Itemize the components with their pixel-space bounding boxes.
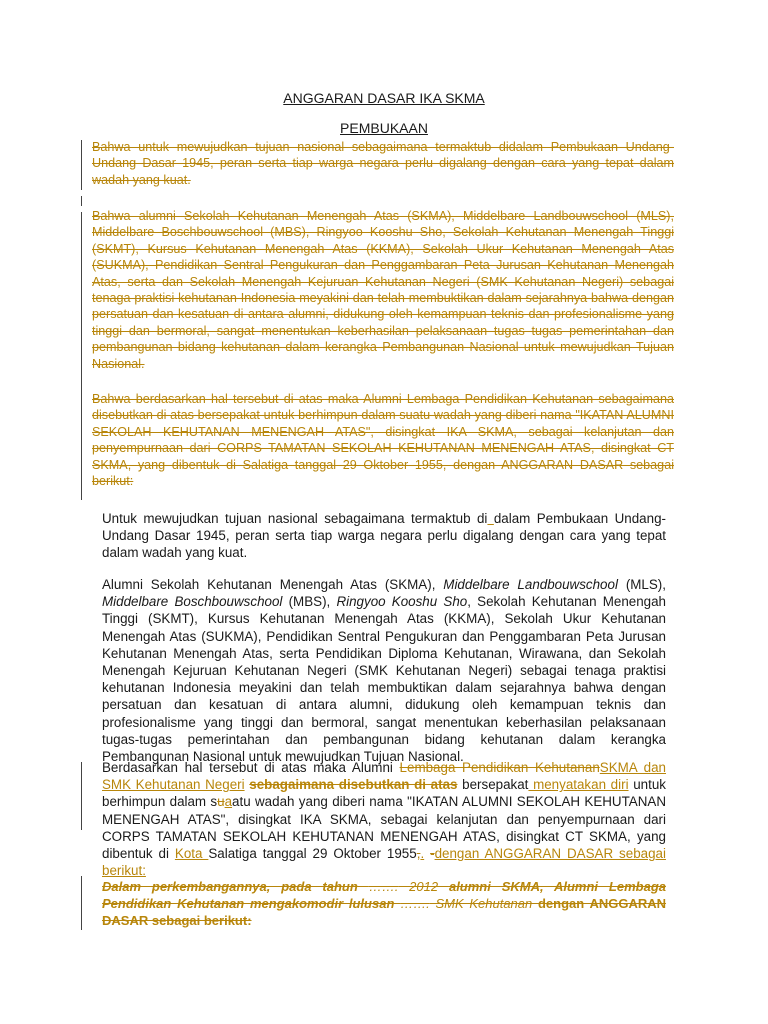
inserted-text: SKMA dan SMK Kehutanan Negeri xyxy=(102,760,667,793)
text-run: , Sekolah Kehutanan Menengah Tinggi (SKMT), Kursus Kehutanan Menengah Atas (KKMA), Sekolah Ukur Kehutanan Menengah Atas (SUKMA), Pendidikan Sentral Pengukuran dan Penggambaran Peta Jurusan Kehutanan Menengah Atas, serta Pendidikan Diploma Kehutanan, Wirawana, dan Sekolah Menengah Kejuruan Kehutanan Negeri (SMK Kehutanan Negeri) sebagai tenaga praktisi kehutanan Indonesia meyakini dan telah membuktikan dalam sejarahnya bahwa dengan persatuan dan kesatuan di antara alumni, didukung oleh kemampuan teknis dan profesionalisme yang tinggi dan bermoral, sangat menentukan keberhasilan pelaksanaan tugas-tugas pemerintahan dan pembangunan bidang kehutanan dalam kerangka Pembangunan Nasional untuk mewujudkan Tujuan Nasional. xyxy=(102,594,667,765)
deleted-text: sebagaimana disebutkan di atas xyxy=(249,777,458,793)
text-run: Berdasarkan hal tersebut di atas maka Alumni xyxy=(102,760,400,775)
deleted-paragraph-2: Bahwa alumni Sekolah Kehutanan Menengah Atas (SKMA), Middelbare Landbouwschool (MLS), Middelbare Boschbouwschool (MBS), Ringyoo Kooshu Sho, Sekolah Kehutanan Menengah Tinggi (SKMT), Kursus Kehutanan Menengah Atas (KKMA), Sekolah Ukur Kehutanan Menengah Atas (SUKMA), Pendidikan Sentral Pengukuran dan Penggambaran Peta Jurusan Kehutanan Menengah Atas, serta dan Sekolah Menengah Kejuruan Kehutanan Negeri (SMK Kehutanan Negeri) sebagai tenaga praktisi kehutanan Indonesia meyakini dan telah membuktikan dalam sejarahnya bahwa dengan persatuan dan kesatuan di antara alumni, didukung oleh kemampuan teknis dan profesionalisme yang tinggi dan bermoral, sangat menentukan keberhasilan pelaksanaan tugas tugas pemerintahan dan pembangunan bidang kehutanan dalam kerangka Pembangunan Nasional untuk mewujudkan Tujuan Nasional. xyxy=(92,209,674,371)
text-run: (MLS), xyxy=(617,577,666,592)
text-run: Untuk mewujudkan tujuan nasional sebagaimana termaktub di xyxy=(102,511,488,526)
change-bar xyxy=(81,196,82,206)
text-run: Salatiga tanggal 29 Oktober 1955 xyxy=(208,846,417,862)
paragraph-4-deleted xyxy=(102,878,666,929)
text-run: atu wadah yang diberi nama "IKATAN ALUMNI SEKOLAH KEHUTANAN MENENGAH ATAS", disingkat IKA SKMA, sebagai kelanjutan dan penyempurnaan dari CORPS TAMATAN SEKOLAH KEHUTANAN MENENGAH ATAS, disingkat CT SKMA, yang dibentuk di xyxy=(102,794,666,862)
italic-term: Middelbare Boschbouwschool xyxy=(102,594,283,610)
paragraph-1 xyxy=(102,510,666,562)
inserted-text: dengan ANGGARAN DASAR sebagai berikut: xyxy=(102,846,666,879)
paragraph-3 xyxy=(102,759,666,879)
inserted-text: menyatakan diri xyxy=(528,777,629,793)
placeholder-dots: ……. xyxy=(400,896,430,911)
paragraph-2 xyxy=(102,576,666,765)
change-bar xyxy=(81,212,82,500)
deleted-text: dengan ANGGARAN DASAR sebagai berikut: xyxy=(102,896,667,928)
text-run: (MBS), xyxy=(282,594,337,610)
change-bar xyxy=(81,140,82,190)
text-run: bersepakat xyxy=(457,777,529,793)
section-title-pembukaan: PEMBUKAAN xyxy=(340,120,428,136)
text-run: untuk berhimpun dalam s xyxy=(102,777,666,810)
deleted-text: Dalam perkembangannya, pada tahun xyxy=(102,879,369,894)
deleted-text: alumni SKMA, Alumni Lembaga Pendidikan Kehutanan mengakomodir lulusan xyxy=(102,879,666,911)
placeholder-dots: ……. xyxy=(368,879,399,894)
deleted-text: , xyxy=(416,846,421,862)
italic-term: Middelbare Landbouwschool xyxy=(443,577,618,592)
inserted-text: Kota xyxy=(174,846,209,862)
deleted-text: - xyxy=(430,846,435,862)
deleted-paragraph-3: Bahwa berdasarkan hal tersebut di atas maka Alumni Lembaga Pendidikan Kehutanan sebagaimana disebutkan di atas bersepakat untuk berhimpun dalam suatu wadah yang diberi nama "IKATAN ALUMNI SEKOLAH KEHUTANAN MENENGAH ATAS", disingkat IKA SKMA, sebagai kelanjutan dan penyempurnaan dari CORPS TAMATAN SEKOLAH KEHUTANAN MENENGAH ATAS, disingkat CT SKMA, yang dibentuk di Salatiga tanggal 29 Oktober 1955, dengan ANGGARAN DASAR sebagai berikut: xyxy=(92,392,674,489)
year-text: 2012 xyxy=(398,879,449,894)
text-run: dalam Pembukaan Undang-Undang Dasar 1945, peran serta tiap warga negara perlu digalang dengan cara yang tepat dalam wadah yang kuat. xyxy=(102,511,666,561)
document-title: ANGGARAN DASAR IKA SKMA xyxy=(283,90,485,106)
text-run: Alumni Sekolah Kehutanan Menengah Atas (SKMA), xyxy=(102,577,444,592)
change-bar xyxy=(81,762,82,830)
inserted-text: SMK Kehutanan xyxy=(429,896,538,911)
deleted-paragraph-1: Bahwa untuk mewujudkan tujuan nasional sebagaimana termaktub didalam Pembukaan Undang-Undang Dasar 1945, peran serta tiap warga negara perlu digalang dengan cara yang tepat dalam wadah yang kuat. xyxy=(92,140,674,187)
italic-term: Ringyoo Kooshu Sho xyxy=(336,594,468,610)
inserted-text: . xyxy=(420,846,425,862)
deleted-text: u xyxy=(217,794,225,810)
change-bar xyxy=(81,876,82,930)
deleted-text: Lembaga Pendidikan Kehutanan xyxy=(399,760,600,775)
inserted-text: a xyxy=(224,794,233,810)
